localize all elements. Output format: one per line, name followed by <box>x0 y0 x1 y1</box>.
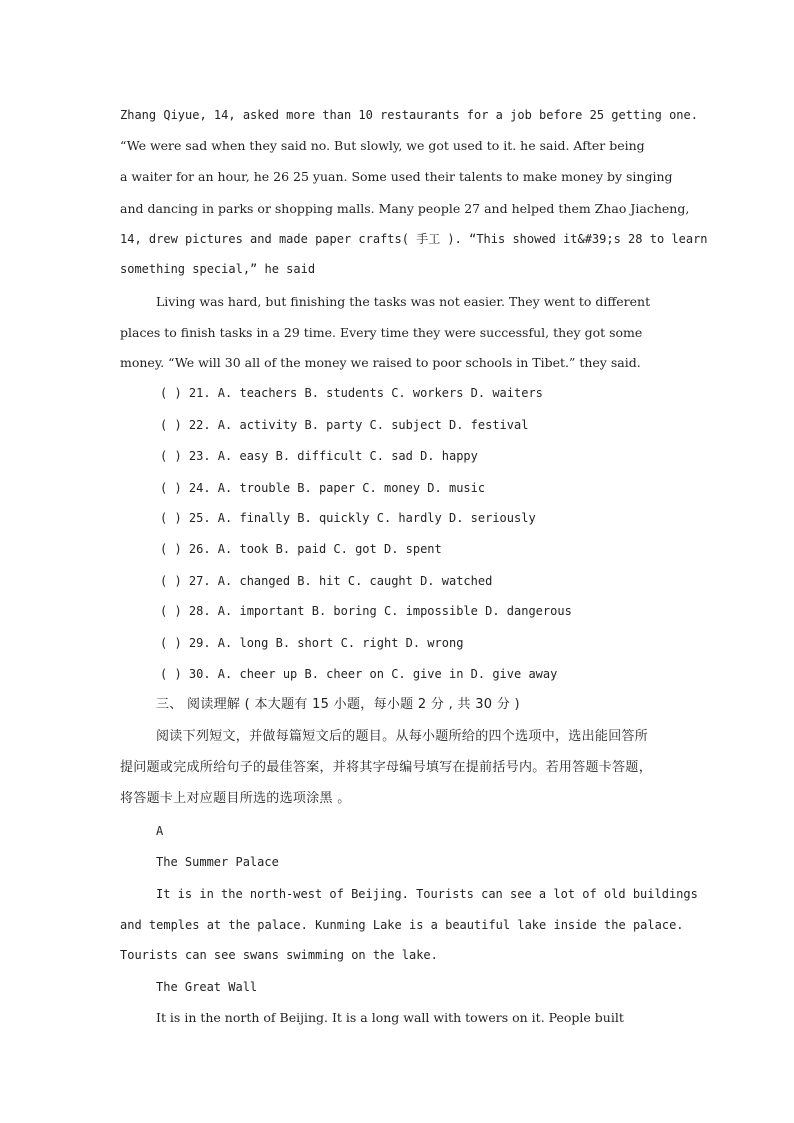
question-22: ( ) 22. A. activity B. party C. subject D. festival <box>160 418 529 432</box>
question-26: ( ) 26. A. took B. paid C. got D. spent <box>160 542 442 556</box>
article1-line-3: Tourists can see swans swimming on the lake. <box>120 948 438 962</box>
question-30: ( ) 30. A. cheer up B. cheer on C. give in D. give away <box>160 667 558 681</box>
question-25: ( ) 25. A. finally B. quickly C. hardly D. seriously <box>160 511 536 525</box>
section-heading: 三、 阅读理解 ( 本大题有 15 小题，每小题 2 分 , 共 30 分 ) <box>156 697 520 712</box>
article1-line-2: and temples at the palace. Kunming Lake is a beautiful lake inside the palace. <box>120 918 684 932</box>
article1-line-1: It is in the north-west of Beijing. Tourists can see a lot of old buildings <box>156 887 698 901</box>
question-23: ( ) 23. A. easy B. difficult C. sad D. happy <box>160 449 478 463</box>
passage-line-9: money. “We will 30 all of the money we raised to poor schools in Tibet.” they said. <box>120 355 641 370</box>
question-21: ( ) 21. A. teachers B. students C. workers D. waiters <box>160 386 543 400</box>
passage-line-7: Living was hard, but finishing the tasks was not easier. They went to different <box>156 294 651 309</box>
question-28: ( ) 28. A. important B. boring C. impossible D. dangerous <box>160 604 572 618</box>
article-title-1: The Summer Palace <box>156 855 279 869</box>
question-29: ( ) 29. A. long B. short C. right D. wrong <box>160 636 464 650</box>
instruction-line-2: 提问题或完成所给句子的最佳答案，并将其字母编号填写在提前括号内。若用答题卡答题， <box>120 760 653 775</box>
instruction-line-3: 将答题卡上对应题目所选的选项涂黑 。 <box>120 791 351 806</box>
passage-line-6: something special,” he said <box>120 262 316 276</box>
article2-line-1: It is in the north of Beijing. It is a long wall with towers on it. People built <box>156 1010 624 1025</box>
article-title-2: The Great Wall <box>156 980 258 994</box>
passage-line-1: Zhang Qiyue, 14, asked more than 10 restaurants for a job before 25 getting one. <box>120 108 698 122</box>
passage-line-4: and dancing in parks or shopping malls. Many people 27 and helped them Zhao Jiacheng, <box>120 201 690 216</box>
passage-line-5: 14, drew pictures and made paper crafts( 手工 ). “This showed it&#39;s 28 to learn <box>120 232 708 246</box>
passage-line-3: a waiter for an hour, he 26 25 yuan. Some used their talents to make money by singing <box>120 169 673 184</box>
question-27: ( ) 27. A. changed B. hit C. caught D. watched <box>160 574 493 588</box>
passage-label: A <box>156 824 164 838</box>
question-24: ( ) 24. A. trouble B. paper C. money D. music <box>160 481 486 495</box>
passage-line-8: places to finish tasks in a 29 time. Every time they were successful, they got some <box>120 325 643 340</box>
passage-line-2: “We were sad when they said no. But slowly, we got used to it. he said. After being <box>120 138 645 153</box>
instruction-line-1: 阅读下列短文，并做每篇短文后的题目。从每小题所给的四个选项中，选出能回答所 <box>156 729 649 744</box>
